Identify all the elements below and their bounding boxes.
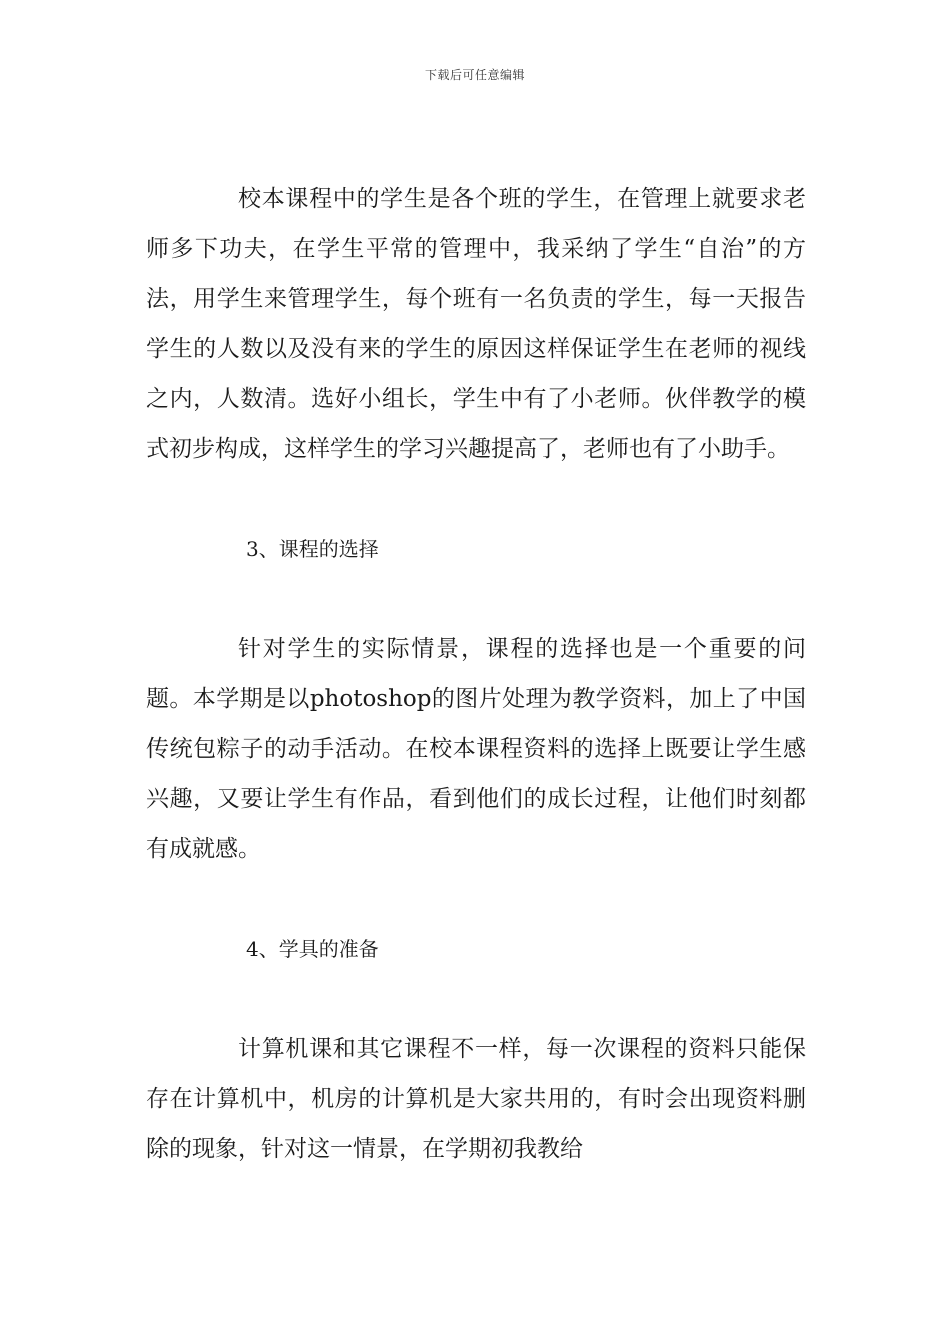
paragraph-gap — [146, 474, 806, 524]
paragraph-tool-preparation: 计算机课和其它课程不一样，每一次课程的资料只能保存在计算机中，机房的计算机是大家共用的，有时会出现资料删除的现象，针对这一情景，在学期初我教给 — [146, 1036, 806, 1162]
page-header: 下载后可任意编辑 — [424, 68, 525, 82]
paragraph-gap — [146, 974, 806, 1024]
document-body — [146, 174, 806, 1174]
paragraph-course-selection: 针对学生的实际情景，课程的选择也是一个重要的问题。本学期是以photoshop的图片处理为教学资料，加上了中国传统包粽子的动手活动。在校本课程资料的选择上既要让学生感兴趣，又要让学生有作品，看到他们的成长过程，让他们时刻都有成就感。 — [146, 636, 806, 862]
section-heading-tool-preparation: 4、学具的准备 — [246, 937, 379, 961]
paragraph-gap — [146, 874, 806, 924]
section-heading-course-selection: 3、课程的选择 — [246, 537, 379, 561]
paragraph-student-management: 校本课程中的学生是各个班的学生，在管理上就要求老师多下功夫，在学生平常的管理中，我采纳了学生“自治”的方法，用学生来管理学生，每个班有一名负责的学生，每一天报告学生的人数以及没有来的学生的原因这样保证学生在老师的视线之内，人数清。选好小组长，学生中有了小老师。伙伴教学的模式初步构成，这样学生的学习兴趣提高了，老师也有了小助手。 — [146, 186, 806, 462]
paragraph-gap — [146, 574, 806, 624]
